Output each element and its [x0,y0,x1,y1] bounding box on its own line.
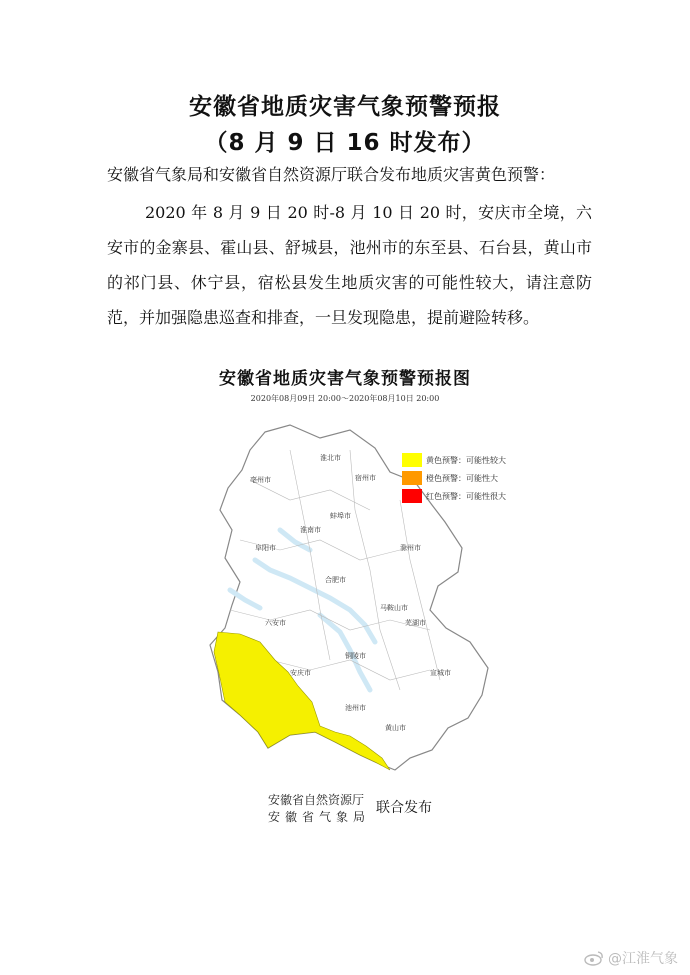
map-legend [402,452,506,506]
city-label: 阜阳市 [255,544,276,552]
city-label: 淮南市 [300,526,321,534]
legend-swatch-yellow [402,453,422,467]
legend-swatch-red [402,489,422,503]
city-label: 蚌埠市 [330,512,351,520]
city-label: 芜湖市 [405,619,426,627]
body-paragraph: 2020 年 8 月 9 日 20 时-8 月 10 日 20 时，安庆市全境，六安市的金寨县、霍山县、舒城县，池州市的东至县、石台县，黄山市的祁门县、休宁县，宿松县发生地质灾害的可能性较大，请注意防范，并加强隐患巡查和排查，一旦发现隐患，提前避险转移。 [107,203,592,327]
city-label: 黄山市 [385,724,406,732]
city-label: 铜陵市 [345,652,366,660]
weibo-icon [584,950,604,966]
footer-org-line1: 安徽省自然资源厅 [268,793,365,807]
legend-label: 橙色预警：可能性大 [426,473,498,483]
city-label: 合肥市 [325,576,346,584]
footer-org-line2: 安徽省气象局 [268,810,371,824]
watermark [584,948,678,968]
legend-label: 黄色预警：可能性较大 [426,455,506,465]
city-label: 池州市 [345,704,366,712]
footer-joint-label: 联合发布 [376,800,432,816]
city-label: 滁州市 [400,544,421,552]
legend-swatch-orange [402,471,422,485]
legend-label: 红色预警：可能性很大 [426,491,506,501]
city-label: 宣城市 [430,669,451,677]
legend-item-red [402,488,506,504]
legend-item-orange [402,470,506,486]
intro-paragraph: 安徽省气象局和安徽省自然资源厅联合发布地质灾害黄色预警： [107,165,556,184]
map-time-range: 2020年08月09日 20:00～2020年08月10日 20:00 [250,394,440,403]
city-label: 马鞍山市 [380,604,408,612]
city-label: 安庆市 [290,669,311,677]
city-label: 淮北市 [320,454,341,462]
city-label: 六安市 [265,619,286,627]
watermark-text: @江淮气象 [608,951,678,967]
document-title: 安徽省地质灾害气象预警预报 [189,94,501,120]
map-title: 安徽省地质灾害气象预警预报图 [219,369,471,389]
legend-item-yellow [402,452,506,468]
document-subtitle: （8 月 9 日 16 时发布） [204,130,486,156]
city-label: 宿州市 [355,474,376,482]
city-label: 亳州市 [250,476,271,484]
